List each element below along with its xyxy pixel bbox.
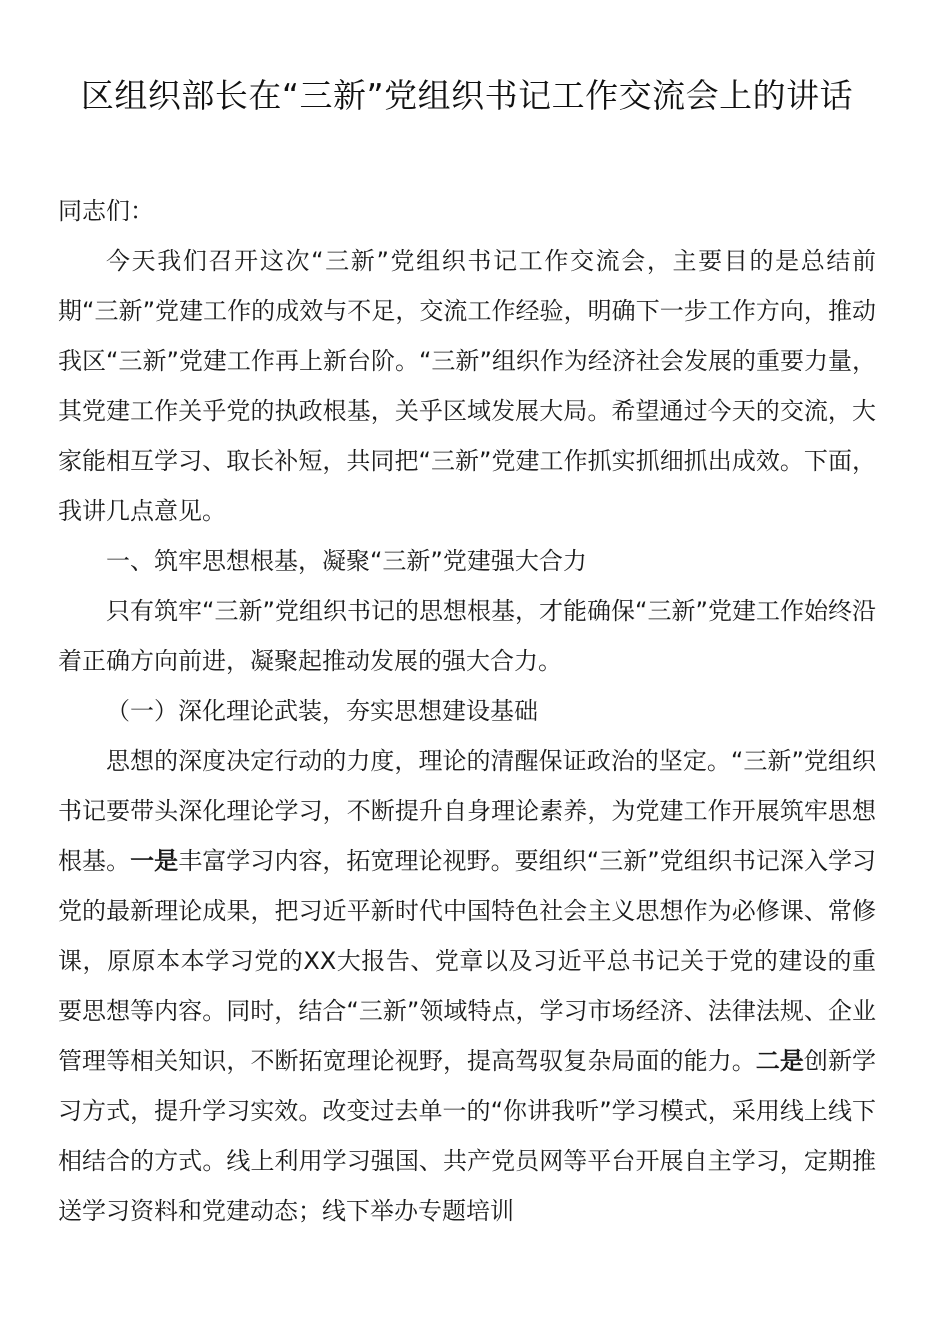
- point-marker-first: 一是: [130, 847, 179, 875]
- salutation: 同志们：: [58, 197, 154, 225]
- section-heading-1: 一、筑牢思想根基，凝聚“三新”党建强大合力: [106, 547, 587, 575]
- paragraph-text: 创新学习方式，提升学习实效。改变过去单一的“你讲我听”学习模式，采用线上线下相结合的方式。线上利用学习强国、共产党员网等平台开展自主学习，定期推送学习资料和党建动态；线下举办专题培训: [58, 1047, 877, 1225]
- intro-paragraph: 今天我们召开这次“三新”党组织书记工作交流会，主要目的是总结前期“三新”党建工作的成效与不足，交流工作经验，明确下一步工作方向，推动我区“三新”党建工作再上新台阶。“三新”组织作为经济社会发展的重要力量，其党建工作关乎党的执政根基，关乎区域发展大局。希望通过今天的交流，大家能相互学习、取长补短，共同把“三新”党建工作抓实抓细抓出成效。下面，我讲几点意见。: [58, 247, 876, 525]
- paragraph-text: 丰富学习内容，拓宽理论视野。要组织“三新”党组织书记深入学习党的最新理论成果，把习近平新时代中国特色社会主义思想作为必修课、常修课，原原本本学习党的XX大报告、党章以及习近平总书记关于党的建设的重要思想等内容。同时，结合“三新”领域特点，学习市场经济、法律法规、企业管理等相关知识，不断拓宽理论视野，提高驾驭复杂局面的能力。: [58, 847, 877, 1075]
- point-marker-second: 二是: [755, 1047, 804, 1075]
- section-1-intro-paragraph: 只有筑牢“三新”党组织书记的思想根基，才能确保“三新”党建工作始终沿着正确方向前进，凝聚起推动发展的强大合力。: [58, 597, 876, 675]
- paragraph-text: 思想的深度决定行动的力度，理论的清醒保证政治的坚定。“三新”党组织书记要带头深化理论学习，不断提升自身理论素养，为党建工作开展筑牢思想根基。: [58, 747, 876, 875]
- document-title: 区组织部长在“三新”党组织书记工作交流会上的讲话: [80, 76, 854, 115]
- subsection-heading-1: （一）深化理论武装，夯实思想建设基础: [106, 697, 538, 725]
- subsection-1-paragraph: [58, 736, 876, 1236]
- document-body: [58, 186, 876, 1236]
